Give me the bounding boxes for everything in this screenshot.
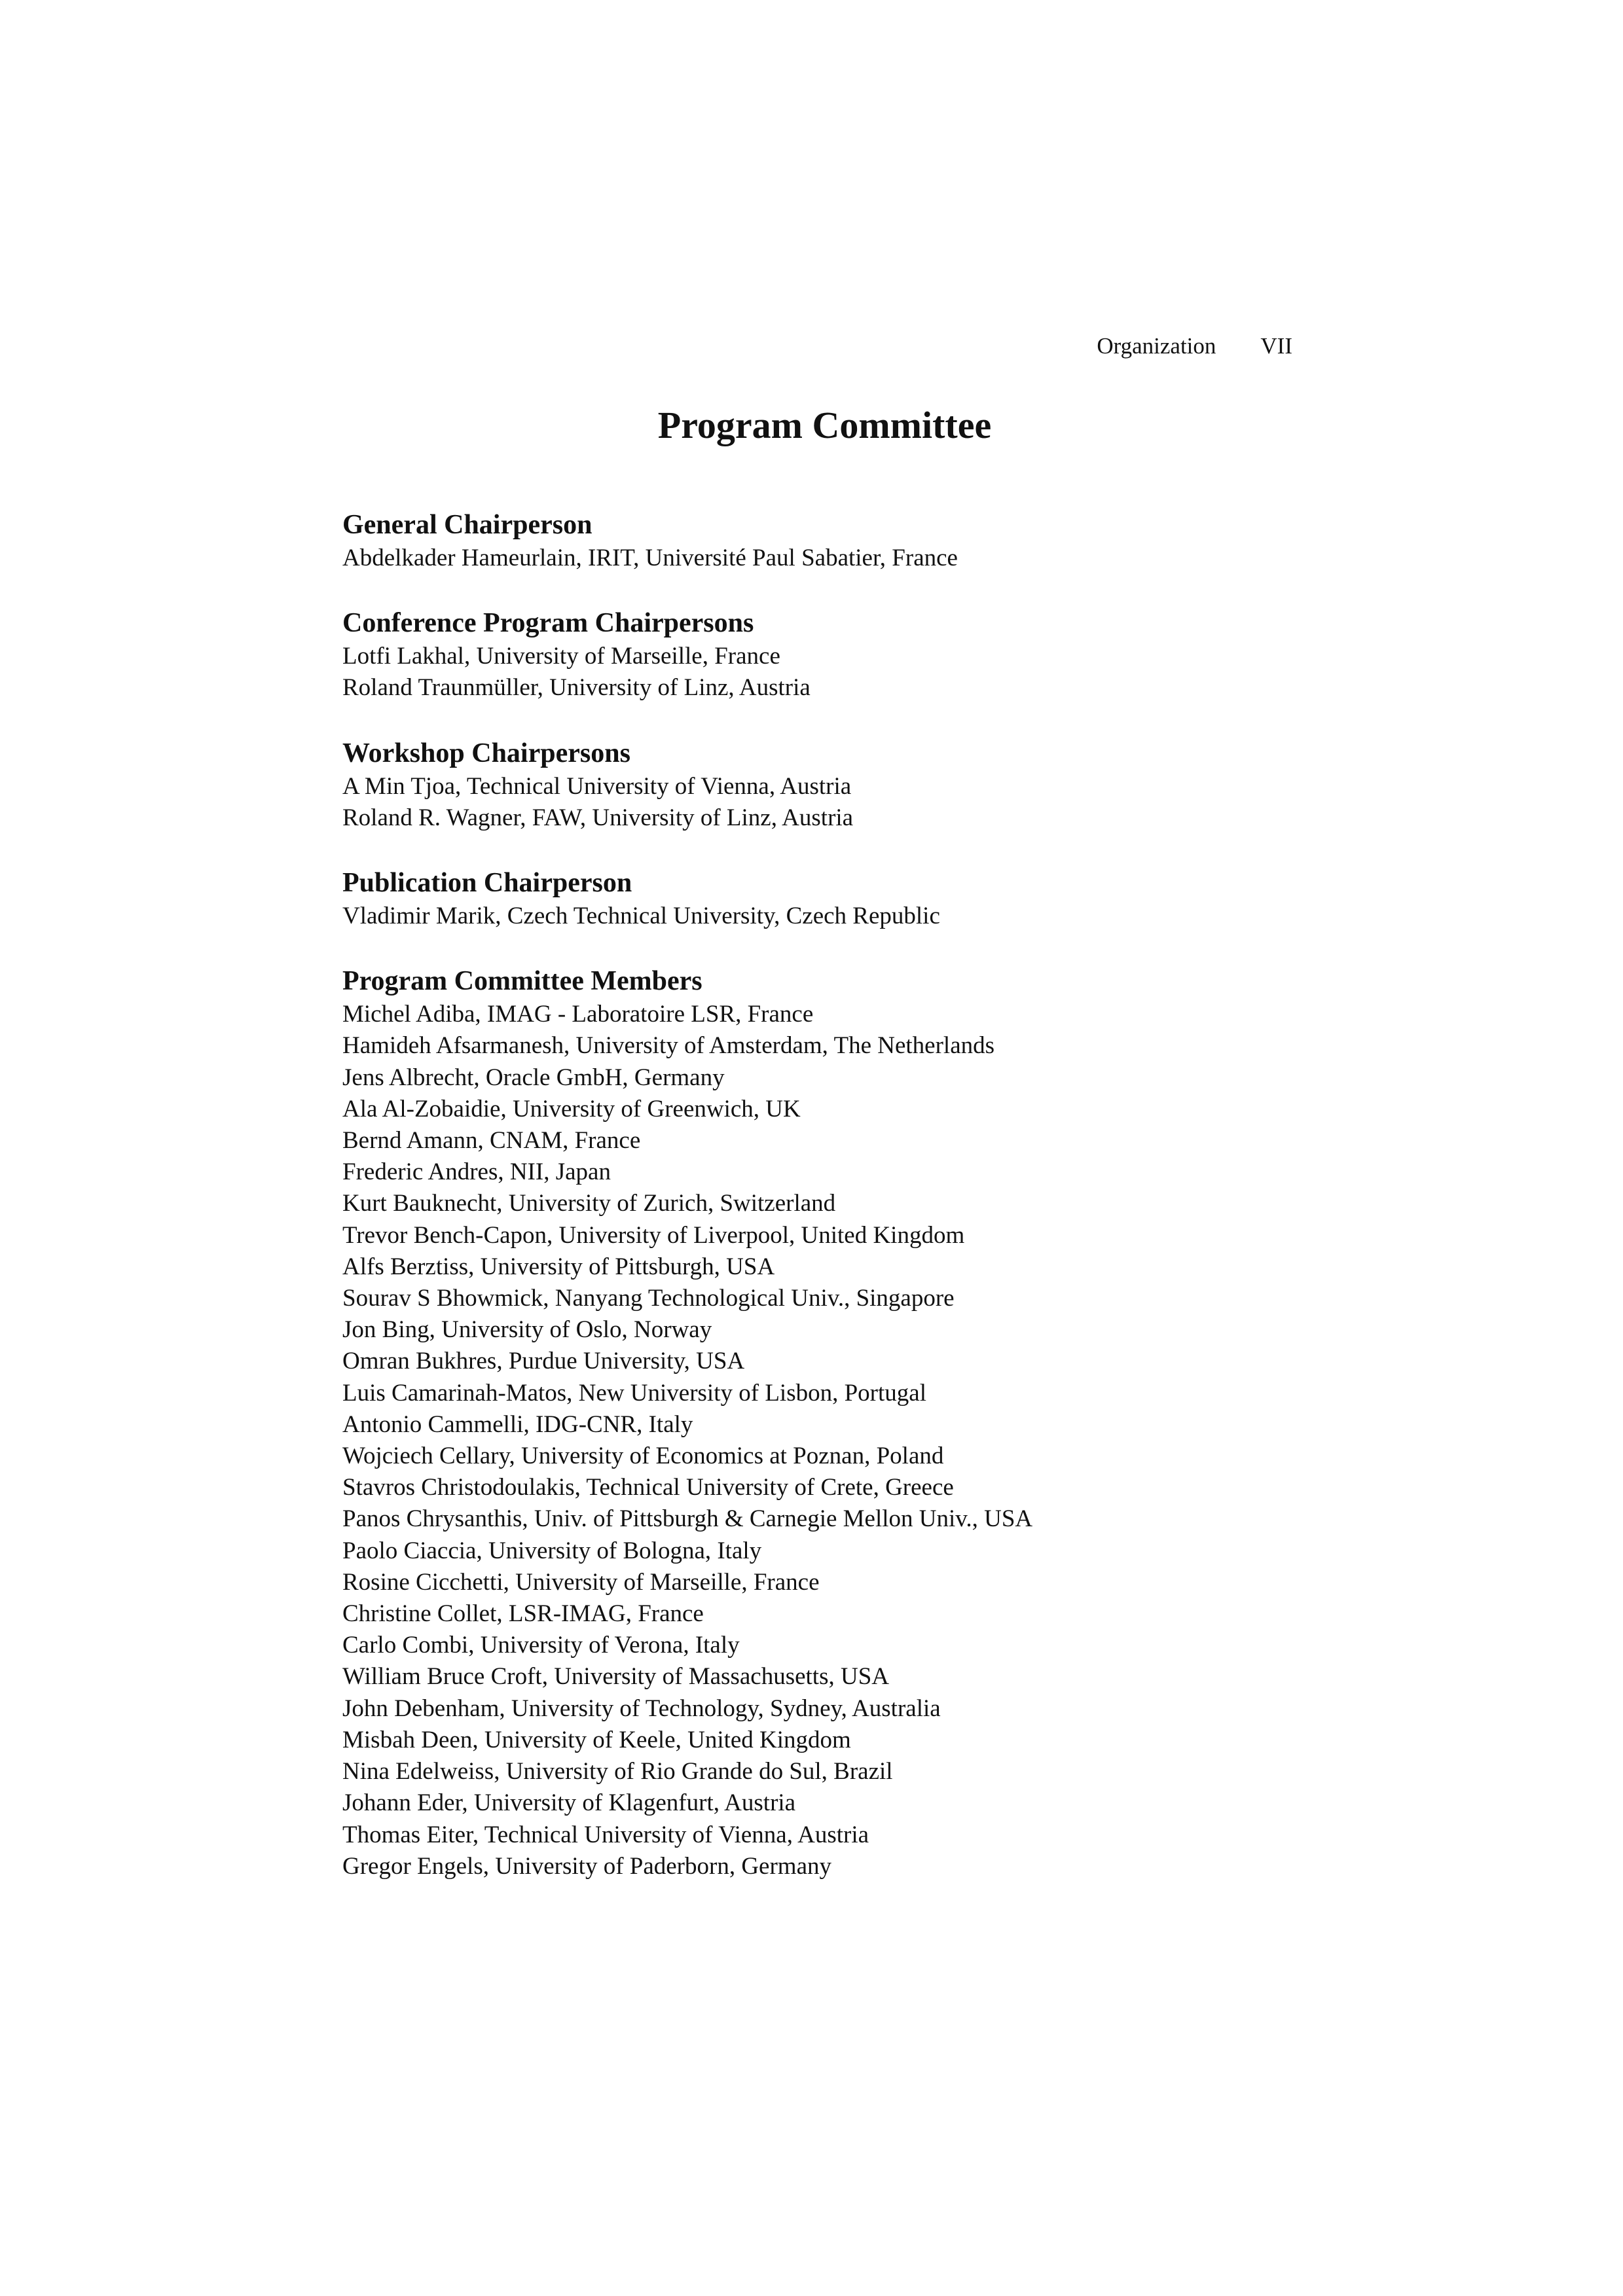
list-item: Gregor Engels, University of Paderborn, Germany bbox=[342, 1852, 831, 1880]
list-item: Luis Camarinah-Matos, New University of Lisbon, Portugal bbox=[342, 1379, 926, 1407]
list-item: Omran Bukhres, Purdue University, USA bbox=[342, 1348, 745, 1375]
list-item: William Bruce Croft, University of Massachusetts, USA bbox=[342, 1663, 889, 1691]
section-publication-chairperson bbox=[342, 865, 1324, 932]
list-item: Stavros Christodoulakis, Technical University of Crete, Greece bbox=[342, 1474, 954, 1501]
committee-list bbox=[342, 507, 1324, 1914]
page-number: VII bbox=[1260, 333, 1292, 359]
section-general-chairperson bbox=[342, 507, 1324, 574]
page-title: Program Committee bbox=[657, 404, 992, 446]
list-item: Jon Bing, University of Oslo, Norway bbox=[342, 1316, 712, 1344]
section-heading: Program Committee Members bbox=[342, 966, 702, 997]
list-item: Panos Chrysanthis, Univ. of Pittsburgh & Carnegie Mellon Univ., USA bbox=[342, 1505, 1033, 1533]
running-header bbox=[1097, 331, 1292, 362]
list-item: Michel Adiba, IMAG - Laboratoire LSR, France bbox=[342, 1001, 814, 1028]
list-item: Frederic Andres, NII, Japan bbox=[342, 1158, 611, 1186]
section-heading: Workshop Chairpersons bbox=[342, 738, 630, 768]
list-item: Ala Al-Zobaidie, University of Greenwich, UK bbox=[342, 1095, 801, 1122]
list-item: John Debenham, University of Technology, Sydney, Australia bbox=[342, 1695, 941, 1722]
list-item: Trevor Bench-Capon, University of Liverpool, United Kingdom bbox=[342, 1221, 965, 1249]
section-conference-program-chairpersons bbox=[342, 605, 1324, 704]
list-item: Lotfi Lakhal, University of Marseille, France bbox=[342, 643, 780, 670]
list-item: Paolo Ciaccia, University of Bologna, Italy bbox=[342, 1537, 762, 1564]
list-item: Bernd Amann, CNAM, France bbox=[342, 1127, 641, 1155]
list-item: Abdelkader Hameurlain, IRIT, Université Paul Sabatier, France bbox=[342, 545, 958, 571]
list-item: Roland R. Wagner, FAW, University of Linz, Austria bbox=[342, 804, 854, 831]
list-item: Jens Albrecht, Oracle GmbH, Germany bbox=[342, 1064, 725, 1091]
list-item: Vladimir Marik, Czech Technical University, Czech Republic bbox=[342, 903, 940, 930]
list-item: Antonio Cammelli, IDG-CNR, Italy bbox=[342, 1410, 693, 1438]
list-item: Alfs Berztiss, University of Pittsburgh, USA bbox=[342, 1253, 775, 1280]
section-program-committee-members bbox=[342, 963, 1324, 1882]
list-item: Christine Collet, LSR-IMAG, France bbox=[342, 1600, 704, 1628]
list-item: Rosine Cicchetti, University of Marseille, France bbox=[342, 1568, 820, 1596]
list-item: Roland Traunmüller, University of Linz, Austria bbox=[342, 674, 811, 702]
section-heading: Conference Program Chairpersons bbox=[342, 608, 754, 639]
section-heading: General Chairperson bbox=[342, 510, 593, 540]
list-item: Hamideh Afsarmanesh, University of Amsterdam, The Netherlands bbox=[342, 1032, 995, 1060]
list-item: Johann Eder, University of Klagenfurt, Austria bbox=[342, 1789, 796, 1817]
list-item: Thomas Eiter, Technical University of Vienna, Austria bbox=[342, 1821, 869, 1848]
section-workshop-chairpersons bbox=[342, 736, 1324, 834]
list-item: Kurt Bauknecht, University of Zurich, Switzerland bbox=[342, 1190, 836, 1217]
list-item: A Min Tjoa, Technical University of Vienna, Austria bbox=[342, 772, 852, 800]
list-item: Carlo Combi, University of Verona, Italy bbox=[342, 1632, 740, 1659]
list-item: Nina Edelweiss, University of Rio Grande do Sul, Brazil bbox=[342, 1758, 893, 1785]
list-item: Misbah Deen, University of Keele, United Kingdom bbox=[342, 1726, 851, 1753]
running-header-section: Organization bbox=[1097, 333, 1216, 359]
list-item: Wojciech Cellary, University of Economics at Poznan, Poland bbox=[342, 1443, 944, 1470]
list-item: Sourav S Bhowmick, Nanyang Technological Univ., Singapore bbox=[342, 1285, 955, 1312]
section-heading: Publication Chairperson bbox=[342, 868, 632, 899]
